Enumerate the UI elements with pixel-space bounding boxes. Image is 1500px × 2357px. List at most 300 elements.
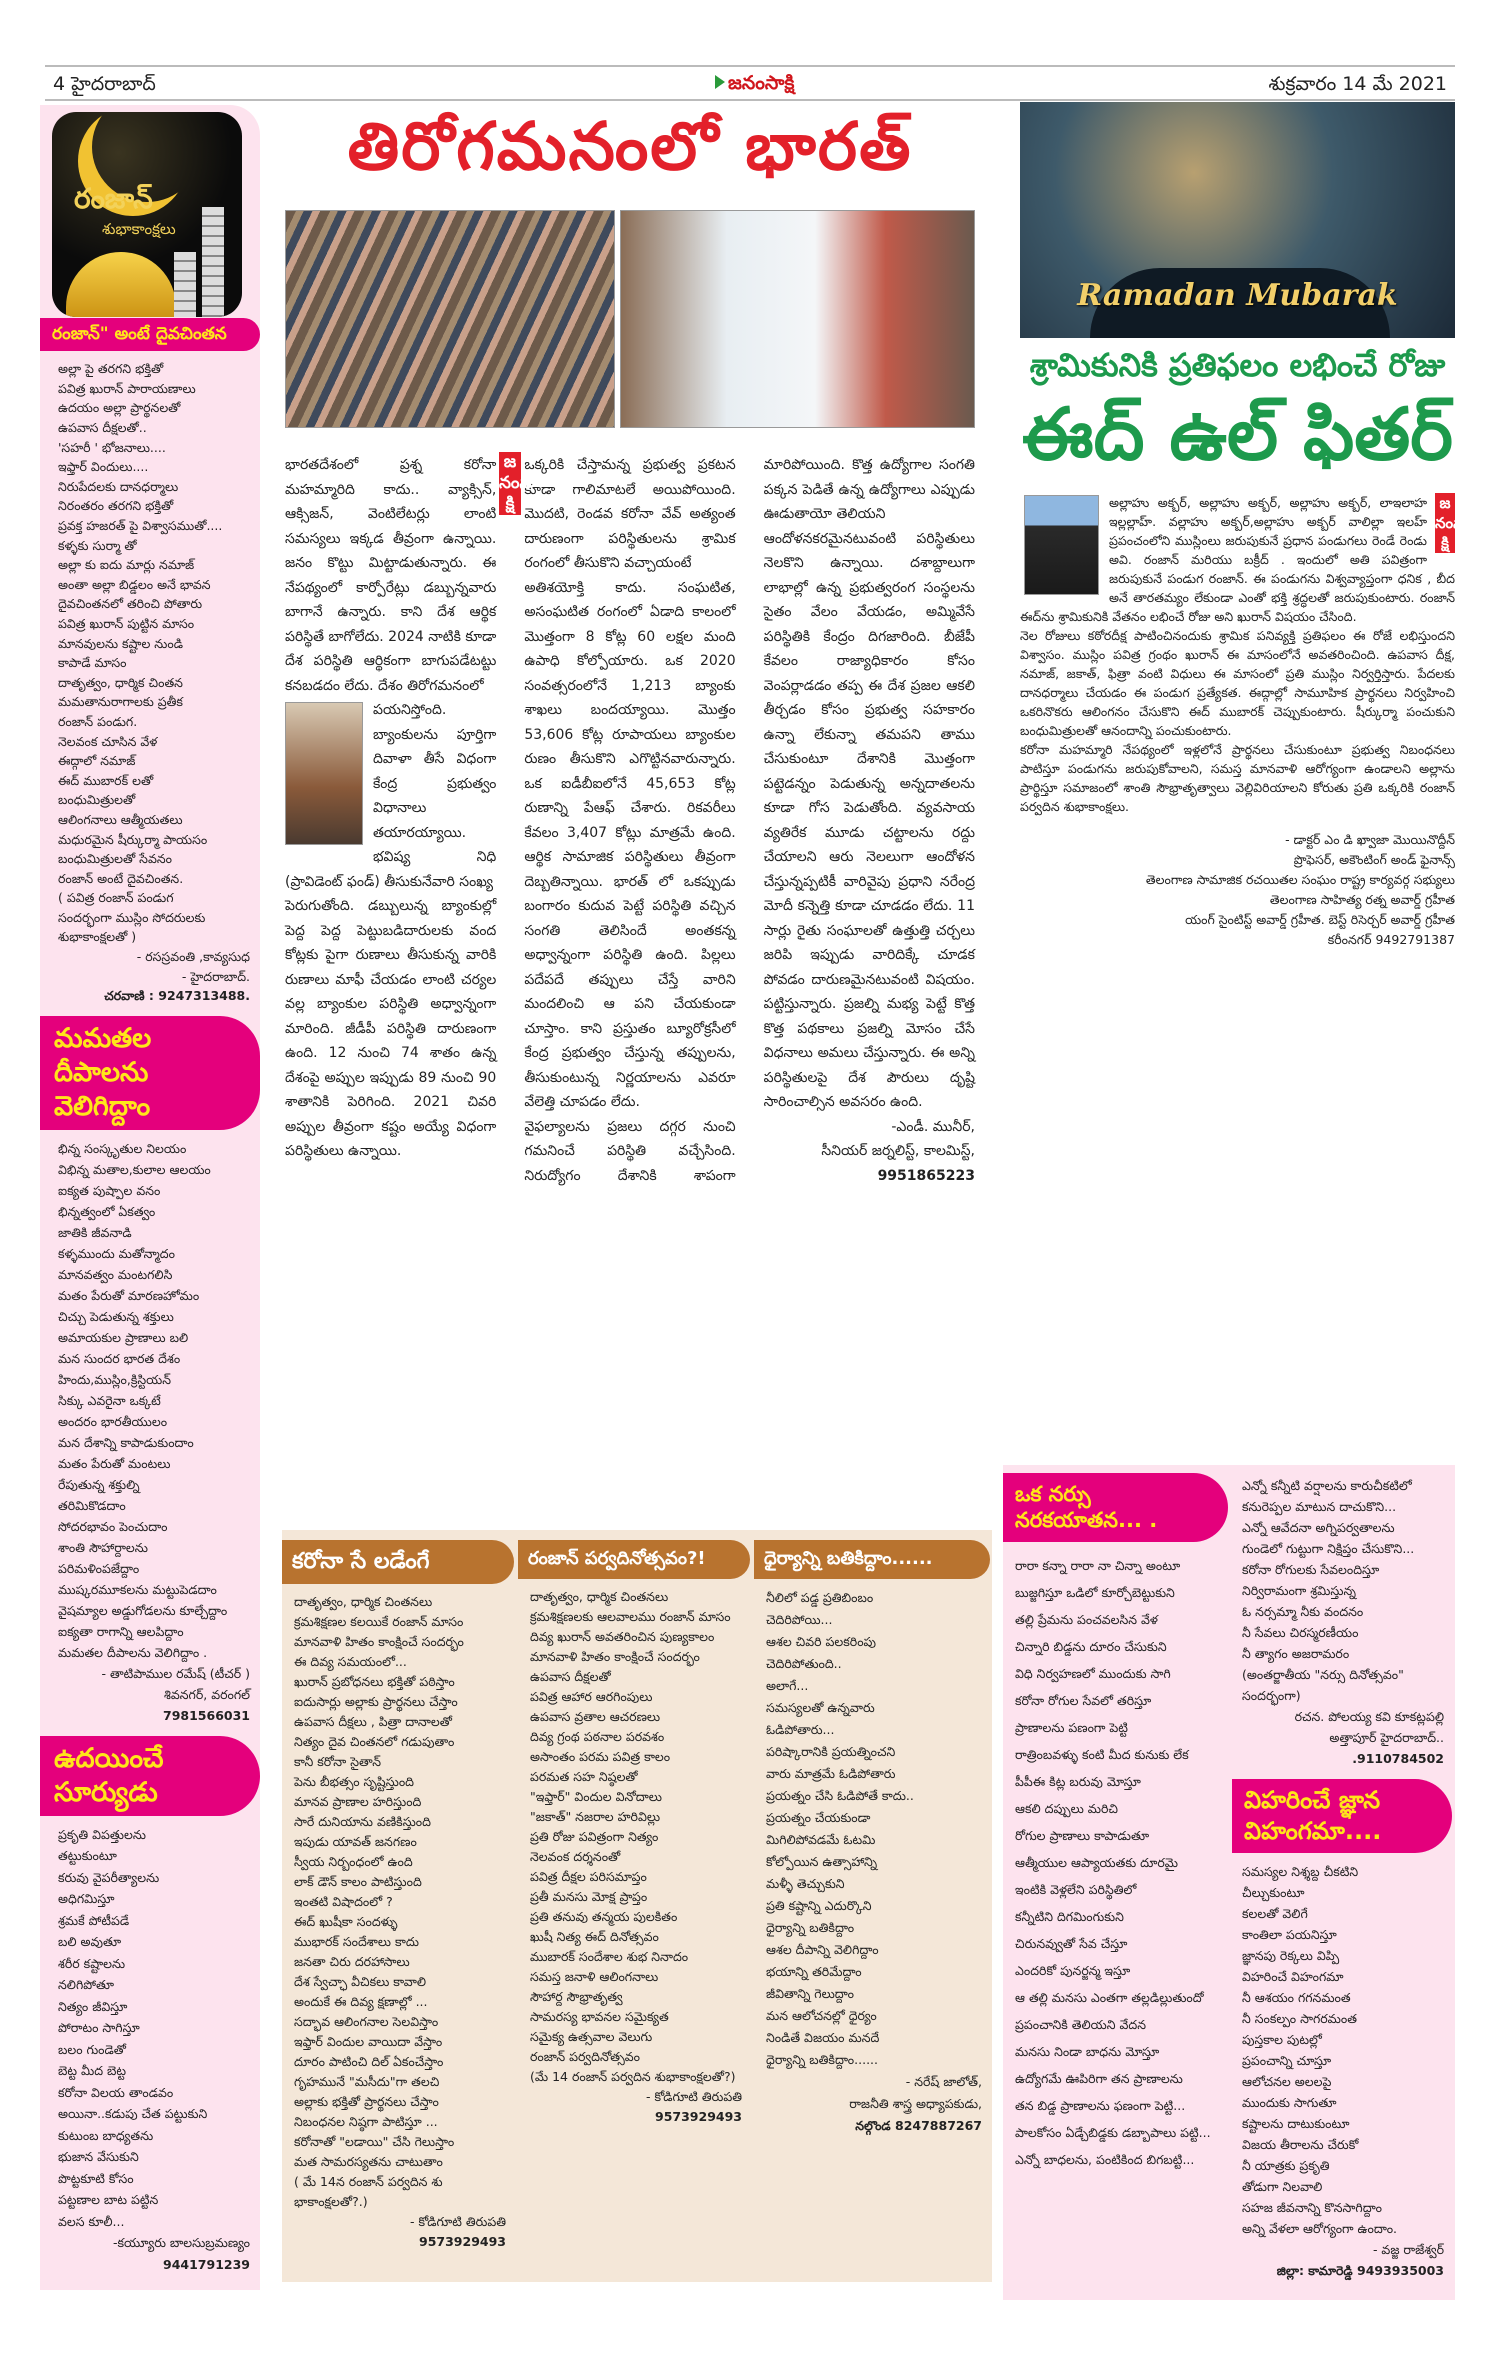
poem-line: బంధుమిత్రులతో [58,792,136,808]
poem-line: అంతా అల్లా బిడ్డలం అనే భావన [58,576,211,592]
poem-signature: 9441791239 [163,2256,250,2272]
poem-signature: రాజనీతి శాస్త్ర అధ్యాపకుడు, [849,2095,982,2111]
poem-line: కళ్ళముందు మతోన్మాదం [58,1245,175,1261]
poem-line: కరోనాతో "లడాయి" చేసి గెలుస్తాం [294,2133,455,2149]
issue-date: శుక్రవారం 14 మే 2021 [1268,73,1447,95]
janamsakshi-tag [1435,493,1469,553]
poem-line: నీ సంకల్పం సాగరమంత [1242,2011,1357,2026]
poem-line: మన ఆలోచనల్లో ధైర్యం [766,2007,877,2023]
poem-signature: జిల్లా: కామారెడ్డి 9493935003 [1276,2263,1444,2278]
poem-line: ఐక్యతా రాగాన్ని ఆలపిద్దాం [58,1623,184,1639]
eid-headline: ఈద్ ఉల్ ఫితర్ [1022,391,1453,476]
eid-signature: తెలంగాణ సామాజిక రచయితల సంఘం రాష్ట్ర కార్యవర్గ సభ్యులు [1145,872,1455,888]
poem-signature: - రసస్రవంతి ,కావ్యసుధ [136,949,250,965]
poem-line: అసాంతం పరమ పవిత్ర కాలం [530,1748,671,1764]
eid-signature: యంగ్ సైంటిస్ట్ అవార్డ్ గ్రహీత. బెస్ట్ రిసెర్చర్ అవార్డ్ గ్రహీత [1185,912,1455,928]
poem-line: దివ్య గ్రంథ పఠనాల పరవశం [530,1728,665,1744]
covid-testing-photo [620,210,975,428]
poem-signature: రచన. పోలయ్య కవి కూకట్లపల్లి [1294,1709,1444,1724]
poem-line: గుండెలో గుట్టుగా నిక్షిప్తం చేసుకొని... [1242,1541,1415,1556]
article-signature: -ఎండీ. మునీర్, [891,1118,975,1135]
poem-line: భయాన్ని తరిమేద్దాం [766,1963,862,1979]
poem-line: మత సామరస్యతను చాటుతాం [294,2153,443,2169]
poem-line: బుజ్జగిస్తూ ఒడిలో కూర్చోబెట్టుకుని [1015,1584,1175,1600]
masthead-text: జనంసాక్షి [728,72,795,94]
article-paragraph: వైఫల్యాలను ప్రజలు దగ్గర నుంచి గమనించే పరిస్థితి వచ్చేసింది. నిరుద్యోగం దేశానికి శాపంగా మారిపోయింది. కొత్త ఉద్యోగాల సంగతి పక్కన పెడితే ఉన్న ఉద్యోగాలు ఎప్పుడు ఊడుతాయో తెలియని [524,457,975,1184]
poem-line: బెట్ట మీద బెట్ట [58,2063,127,2079]
poem-line: ఇపుడు యావత్ జనగణం [294,1833,417,1849]
poem-line: ఉపవాస వ్రతాల ఆచరణలు [530,1708,661,1724]
poem-line: ఈద్గాలో నమాజ్ [58,753,136,769]
poem-line: మానవులను కష్టాల నుండి [58,635,183,651]
poem-line: ప్రయత్నం చేయకుండా [766,1809,871,1825]
poem-signature: నల్గొండ 8247887267 [855,2117,982,2133]
poem-line: ఉద్యోగమే ఊపిరిగా తన ప్రాణాలను [1015,2070,1183,2086]
poem-line: కాపాడే మాసం [58,655,127,671]
eid-signature: ప్రొఫెసర్, అకౌంటింగ్ అండ్ ఫైనాన్స్ [1293,852,1455,868]
poem-line: నిత్యం జీవిస్తూ [58,1998,128,2014]
poem-line: ప్రతి తనువు తన్మయ పులకితం [530,1908,678,1924]
article-signature: సీనియర్ జర్నలిస్ట్, కాలమిస్ట్, [821,1143,975,1159]
poem-line: అధిగమిస్తూ [58,1891,115,1907]
poem-signature: - తాటిపాముల రమేష్ (టీచర్ ) [101,1665,250,1681]
image-title: రంజాన్ [74,182,153,215]
poem-line: రోగుల ప్రాణాలు కాపాడుతూ [1015,1827,1150,1843]
poem-title: ధైర్యాన్ని బతికిద్దాం...... [754,1540,990,1579]
poem-line: "ఇఫ్తార్" విందుల వినోదాలు [530,1788,662,1804]
poem-line: ఉపవాస దీక్షలతో.. [58,420,147,436]
poem-line: ఇఫ్తార్ విందుల వాయిదా వేస్తాం [294,2033,443,2049]
poem-line: వారు మాత్రమే ఓడిపోతారు [766,1765,896,1781]
poem-line: సమస్యలతో ఉన్నవారు [766,1699,875,1715]
ramzan-greeting-image [52,112,242,317]
poem-title: ఒక నర్సు నరకయాతన... . [1003,1473,1228,1542]
poem-line: కరువు వైపరీత్యాలను [58,1869,160,1885]
eid-signature-block [1020,830,1455,950]
poem-title: మమతల దీపాలను వెలిగిద్దాం [40,1016,260,1130]
poem-line: ఆశల దీపాన్ని వెలిగిద్దాం [766,1941,879,1957]
poem-line: వైషమ్యాల అడ్డుగోడలను కూల్చేద్దాం [58,1602,228,1618]
poem-line: పట్టణాల బాట పట్టిన [58,2192,159,2208]
poem-line: 'సహరీ ' భోజనాలు.... [58,439,166,455]
poem-line: ( మే 14న రంజాన్ పర్వదిన శు [294,2173,443,2189]
poem-line: ప్రపంచానికి తెలియని వేదన [1015,2016,1146,2032]
poem-lines [1232,1853,1452,2281]
poem-line: ఎన్నో కన్నీటి వర్షాలను కారుచీకటిలో [1242,1478,1412,1493]
poem-line: శరీర కష్టాలను [58,1955,126,1971]
poem-line: విధి నిర్వహణలో ముందుకు సాగి [1015,1665,1171,1681]
poem-line: పరిష్కారానికి ప్రయత్నించని [766,1743,896,1759]
poem-signature: శివనగర్, వరంగల్ [164,1686,250,1702]
poem-signature: - కోడిగూటి తిరుపతి [645,2088,742,2104]
minaret-icon [174,252,196,317]
poem-line: బంధుమిత్రులతో సేవనం [58,851,172,867]
tag-text: జనంసాక్షి [499,452,538,514]
poem-line: కష్టాలను దాటుకుంటూ [1242,2116,1350,2131]
poem-line: నెలవంక చూసిన వేళ [58,733,158,749]
poem-line: ధైర్యాన్ని బతికిద్దాం [766,1919,855,1935]
poem-line: అల్లా పై తరగని భక్తితో [58,361,164,377]
article-paragraph: అతిశయోక్తి కాదు. సంఘటిత, అసంఘటిత రంగంలో ఏడాది కాలంలో మొత్తంగా 8 కోట్ల 60 లక్షల మంది ఉపాధి కోల్పోయారు. ఒక 2020 సంవత్సరంలోనే 1,213 బ్యాంకు శాఖలు బందయ్యాయి. మొత్తం 53,606 కోట్ల రూపాయలు బ్యాంకుల రుణం తీసుకొని ఎగొట్టినవారున్నారు. ఒక ఐడీబీఐలోనే 45,653 కోట్ల రుణాన్ని పేఆఫ్ చేశారు. రికవరీలు కేవలం 3,407 కోట్లు మాత్రమే ఉంది. ఆర్థిక సామాజిక పరిస్థితులు తీవ్రంగా దెబ్బతిన్నాయి. భారత్ లో ఒకప్పుడు బంగారం కుదువ పెట్టే పరిస్థితి వచ్చిన సంగతి తెలిసిందే అంతకన్న అధ్వాన్నంగా పరిస్థితి ఉంది. పిల్లలు పదేపదే తప్పులు చేస్తే వారిని మందలించి ఆ పని చేయకుండా చూస్తాం. కాని ప్రస్తుతం బ్యూరోక్రసీలో కేంద్ర ప్రభుత్వం చేస్తున్న తప్పులను, తీసుకుంటున్న నిర్ణయాలను ఎవరూ వేలెత్తి చూపడం లేదు. [524,579,736,1110]
poem [1003,1473,1228,2173]
poem-line: (మే 14 రంజాన్ పర్వదిన శుభాకాంక్షలతో?) [530,2068,736,2084]
poem-line: సోదరభావం పెంచుదాం [58,1518,168,1534]
poem-line: పోరాటం సాగిస్తూ [58,2020,140,2036]
poem-lines [518,1579,750,2127]
article-paragraph: పెరుగుతోంది. డబ్బులున్న బ్యాంకుల్లో పెద్ద పెద్ద పెట్టుబడిదారులకు వంద కోట్లకు పైగా రుణాలు తీసుకున్న వారికి రుణాలు మాఫీ చేయడం లాంటి చర్యల వల్ల బ్యాంకుల పరిస్థితి అధ్వాన్నంగా మారింది. జీడీపీ పరిస్థితి దారుణంగా ఉంది. 12 నుంచి 74 శాతం ఉన్న దేశంపై అప్పుల ఇప్పుడు 89 నుంచి 90 శాతానికి పెరిగింది. 2021 చివరి అప్పుల తీవ్రంగా కష్టం అయ్యే విధంగా పరిస్థితులు ఉన్నాయి. [285,898,497,1159]
poem-line: ఖురాన్ ప్రబోధనలు భక్తితో పఠిస్తాం [294,1673,455,1689]
poem-line: పవిత్ర దీక్షల పరిసమాప్తం [530,1868,647,1884]
poem-line: నిర్విరామంగా శ్రమిస్తున్న [1242,1583,1356,1598]
poem-line: "జకాత్" నజరాల హరివిల్లు [530,1808,661,1824]
poem-line: మళ్ళీ తెచ్చుకుని [766,1875,845,1891]
poem-line: గృహమునే "మసీదు"గా తలచి [294,2073,440,2089]
poem-line: ఉపవాస దీక్షలు , పిత్రా దానాలతో [294,1713,452,1729]
poem-line: కరోనా విలయ తాండవం [58,2084,174,2100]
poem-line: చెదిరిపోయి... [766,1611,833,1627]
poem-line: దాతృత్వం, ధార్మిక చింతనలు [294,1593,433,1609]
poem-line: ఆలోచనల అలలపై [1242,2074,1332,2089]
poem-line: విజయ తీరాలను చేరుకో [1242,2137,1359,2152]
poem-line: కన్నీటిని దిగమింగుకుని [1015,1908,1124,1924]
poem-line: సమస్యల నిశ్శబ్ద చీకటిని [1242,1864,1359,1879]
poem-line: పవిత్ర ఖురాన్ పుట్టిన మాసం [58,615,195,631]
poem-line: వలస కూలీ... [58,2213,125,2229]
poem-line: దాతృత్వం, ధార్మిక చింతన [58,674,183,690]
poem-line: పరిమళింపజేద్దాం [58,1560,140,1576]
poem-line: మానవత్వం మంటగలిసి [58,1266,173,1282]
poem [754,1540,990,2137]
poem-lines [40,1816,260,2276]
poem [282,1540,514,2252]
poem-signature: - కోడిగూటి తిరుపతి [409,2213,506,2229]
poem-line: కరోనా రోగుల సేవలో తరిస్తూ [1015,1692,1152,1708]
poem [40,1016,260,1726]
poem-lines [1003,1542,1228,2173]
poem-line: కలలతో వెలిగే [1242,1906,1308,1921]
poem-line: ఎన్నో ఆవేదనా అగ్నిపర్వతాలను [1242,1520,1395,1535]
poem-line: నీ ఆశయం గగనమంత [1242,1990,1351,2005]
poem-title: విహరించే జ్ఞాన విహంగమా.... [1232,1779,1452,1853]
poem-line: ఈద్ ముబారక్ లతో [58,772,154,788]
poem-line: పవిత్ర ఆహార ఆరగింపులు [530,1688,653,1704]
poem-line: పాలకోసం ఏడ్చేబిడ్డకు డబ్బాపాలు పట్టి... [1015,2124,1211,2140]
poem-line: రాత్రింబవళ్ళు కంటి మీద కునుకు లేక [1015,1746,1189,1762]
eid-signature: కరీంనగర్ 9492791387 [1327,932,1455,948]
poem-line: నిరుపేదలకు దానధర్మాలు [58,478,179,494]
poem-line: సౌహార్ద సౌభ్రాతృత్వ [530,1988,623,2004]
article-paragraph: ఒక్కరికి చేస్తామన్న ప్రభుత్వ ప్రకటన కూడా గాలిమాటలే అయిపోయింది. మొదటి, రెండవ కరోనా వేవ్ అత్యంత దారుణంగా పరిస్థితులను శ్రామిక రంగంలో తీసుకొని వచ్చాయంటే [524,457,736,571]
article-signature: 9951865223 [877,1167,975,1184]
poem-line: చిన్నారి బిడ్డను దూరం చేసుకుని [1015,1638,1167,1654]
poem-signature: 7981566031 [163,1707,250,1723]
poem-title: రంజాన్ పర్వదినోత్సవం?! [518,1540,750,1579]
poem-line: అందరం భారతీయులం [58,1413,168,1429]
poem-line: ధైర్యాన్ని బతికిద్దాం...... [766,2051,878,2067]
poem-line: ఆలింగనాలు ఆత్మీయతలు [58,811,183,827]
poem-line: స్వీయ నిర్బంధంలో ఉంది [294,1853,413,1869]
poem-line: బలం గుండెతో [58,2041,126,2057]
poem-line: ఈద్ ఖుషీకా సందళ్ళు [294,1913,398,1929]
poem [1232,1779,1452,2281]
page-number-city: 4 హైదరాబాద్ [53,73,156,95]
poem-line: పరమత సహ నిష్ఠలతో [530,1768,638,1784]
poem-line: కళ్ళకు సుర్మా తో [58,537,137,553]
poem-line: ముబారక్ సందేశాల శుభ నినాదం [530,1948,689,1964]
poem-line: కుటుంబ బాధ్యతను [58,2127,154,2143]
poem-signature: -కయ్యూరు బాలసుబ్రమణ్యం [113,2235,250,2251]
poem-line: మిగిలిపోవడమే ఓటమి [766,1831,876,1847]
poem-line: ఆ తల్లి మనసు ఎంతగా తల్లడిల్లుతుందో [1015,1989,1204,2005]
poem-line: సహజ జీవనాన్ని కొనసాగిద్దాం [1242,2200,1382,2215]
poem-line: ముష్కరమూకలను మట్టుపెడదాం [58,1581,217,1597]
poem-line: తట్టుకుంటూ [58,1848,117,1864]
poem-line: దైవచింతనలో తరించి పోతారు [58,596,203,612]
poem-line: అల్లా కు ఐదు మార్లు నమాజ్ [58,557,195,573]
poem-line: శ్రమకే పోటీపడే [58,1912,130,1928]
poem-title: రంజాన్" అంటే దైవచింతన [40,318,260,351]
poem-line: ఆకలి దప్పులు మరిచి [1015,1800,1118,1816]
poem-line: దేశ స్వేచ్ఛా వీచికలు కావాలి [294,1973,426,1989]
poem-line: ఐదుసార్లు అల్లాకు ప్రార్థనలు చేస్తాం [294,1693,458,1709]
poem-line: ముందుకు సాగుతూ [1242,2095,1337,2110]
poem-signature: 9573929493 [655,2108,742,2124]
poem-line: కరోనా రోగులకు సేవలందిస్తూ [1242,1562,1380,1577]
poem-line: మమతల దీపాలను వెలిగిద్దాం . [58,1644,208,1660]
janamsakshi-tag [499,452,538,515]
eid-paragraph: అల్లాహు అక్బర్, అల్లాహు అక్బర్, అల్లాహు అక్బర్, లాఇలాహ ఇల్లల్లాహ్. వల్లాహు అక్బర్,అల్లాహు అక్బర్ వాలిల్లా ఇలహ్ ప్రపంచంలోని ముస్లింలు జరుపుకునే ప్రధాన పండుగలు రెండే రెండు అవి. రంజాన్ మరియు బక్రీద్ . ఇందులో అతి పవిత్రంగా జరుపుకునే పండుగ రంజాన్. ఈ పండుగను విశ్వవ్యాప్తంగా ధనిక , బీద అనే తారతమ్యం లేకుండా ఎంతో భక్తి శ్రద్ధలతో జరుపుకుంటారు. రంజాన్ ఈద్‌ను శ్రామికునికి వేతనం లభించే రోజు అని ఖురాన్ విషయం చేసింది. [1020,495,1455,625]
poem-line: చిచ్చు పెడుతున్న శక్తులు [58,1308,174,1324]
poem-signature: - వజ్జ రాజేశ్వర్ [1372,2242,1444,2257]
poem-signature: - హైదరాబాద్. [181,968,250,984]
main-headline: తిరోగమనంలో భారత్ [347,108,913,185]
poem-line: ఐక్యత పుష్పాల వనం [58,1182,161,1198]
poem-line: రంజాన్ అంటే దైవచింతన. [58,870,184,886]
article-paragraph: భారతదేశంలో ప్రశ్న కరోనా మహమ్మారిది కాదు.. వ్యాక్సిన్, ఆక్సిజన్, వెంటిలేటర్లు లాంటి సమస్యలు ఇక్కడ తీవ్రంగా ఉన్నాయి. జనం కొట్టు మిట్టాడుతున్నారు. ఈ నేపథ్యంలో కార్పోరేట్లు డబ్బున్నవారు బాగానే ఉన్నారు. కాని దేశ ఆర్థిక పరిస్థితే బాగోలేదు. 2024 నాటికి కూడా దేశ పరిస్థితి ఆర్థికంగా బాగుపడేటట్టు కనబడదం లేదు. దేశం తిరోగమనంలో [285,457,497,694]
poem-line: ప్రయత్నం చేసి ఓడిపోతే కాదు.. [766,1787,914,1803]
poem-line: ప్రపంచాన్ని చూస్తూ [1242,2053,1332,2068]
poem-line: తరిమికొడదాం [58,1497,126,1513]
ramadan-mubarak-banner [1020,102,1455,338]
poem-line: పుస్తకాల పుటల్లో [1242,2032,1322,2047]
poem-line: నిత్యం దైవ చింతనలో గడుపుతాం [294,1733,455,1749]
poem [1232,1473,1452,1769]
poem-line: ప్రవక్త హజరత్ పై విశ్వాసముతో.... [58,518,223,533]
poem-line: జనతా చిరు దరహాసాలు [294,1953,410,1969]
poem-line: సమస్త జనాళి ఆలింగనాలు [530,1968,659,1984]
eid-article-text [1020,493,1469,816]
poem-line: మతం పేరుతో మారణహోమం [58,1287,200,1303]
poem-line: పవిత్ర ఖురాన్ పారాయణాలు [58,380,196,396]
poem-line: కనురెప్పల మాటున దాచుకొని... [1242,1499,1397,1514]
poem-line: సమైక్య ఉత్సవాల వెలుగు [530,2028,653,2044]
poem-line: సద్భావ ఆలింగనాల సెలవిస్తాం [294,2013,439,2029]
author-photo [1024,495,1099,595]
poem-line: నీ సేవలు చిరస్మరణీయం [1242,1625,1359,1640]
poem-line: చిరునవ్వుతో సేవ చేస్తూ [1015,1935,1128,1951]
mosque-dome-icon [66,252,176,317]
poem-line: పీపీఈ కిట్ల బరువు మోస్తూ [1015,1773,1141,1789]
poem-line: కాంతిలా పయనిస్తూ [1242,1927,1337,1942]
poem-line: ఓడిపోతారు... [766,1721,835,1737]
author-photo [285,702,363,845]
poem-line: భుజాన వేసుకుని [58,2149,139,2165]
poem-line: శుభాకాంక్షలతో ) [58,929,137,945]
eid-signature: - డాక్టర్ ఎం డి ఖ్వాజా మొయినొద్దీన్ [1285,832,1455,848]
minaret-icon [202,207,224,317]
poem-line: సిక్కు ఎవరైనా ఒక్కటే [58,1392,161,1408]
poem-signature: చరవాణి : 9247313488. [104,988,250,1004]
poem-line: లాక్ డౌన్ కాలం పాటిస్తుంది [294,1873,422,1889]
poem-line: తోడుగా నిలవాలి [1242,2179,1323,2194]
poem-line: చీల్చుకుంటూ [1242,1885,1305,1900]
tag-text: జనంసాక్షి [1435,494,1469,553]
poem-lines [754,1579,990,2137]
poem-line: నలిగిపోతూ [58,1977,115,1993]
poem-line: క్రమశిక్షణల కలయికే రంజాన్ మాసం [294,1613,464,1629]
poem-line: బలి అవుతూ [58,1934,122,1950]
poem-signature: - నరేష్ జాలోత్, [905,2073,982,2089]
poem-line: ప్రాణాలను పణంగా పెట్టి [1015,1719,1128,1735]
article-paragraph: ఆందోళనకరమైనటువంటి పరిస్థితులు నెలకొని ఉన్నాయి. దశాబ్దాలుగా లాభాల్లో ఉన్న ప్రభుత్వరంగ సంస్థలను సైతం వేలం వేయడం, అమ్మివేసే పరిస్థితికి కేంద్రం దిగజారింది. బీజేపీ కేవలం రాజ్యాధికారం కోసం వెంపర్లాడడం తప్ప ఈ దేశ ప్రజల ఆకలి తీర్చడం కోసం ప్రభుత్వ సహకారం ఉన్నా లేకున్నా తమపని తాము చేసుకుంటూ దేశానికి మొత్తంగా పట్టెడన్నం పెడుతున్న అన్నదాతలను కూడా గోస పెడుతోంది. వ్యవసాయ వ్యతిరేక మూడు చట్టాలను రద్దు చేయాలని ఆరు నెలలుగా ఆందోళన చేస్తున్నప్పటికీ వారివైపు ప్రధాని నరేంద్ర మోదీ కన్నెత్తి కూడా చూడడం లేదు. 11 సార్లు రైతు సంఘాలతో ఉత్తుత్తి చర్చలు జరిపి ఇప్పుడు వారిదిక్కే చూడక పోవడం దారుణమైనటువంటి విషయం. పట్టిస్తున్నారు. ప్రజల్ని మభ్య పెట్టే కొత్త కొత్త పథకాలు ప్రజల్ని మోసం చేసే విధనాలు అమలు చేస్తున్నారు. ఈ అన్ని పరిస్థితులపై దేశ పౌరులు దృష్టి సారించాల్సిన అవసరం ఉంది. [763,530,975,1110]
poem-line: మతం పేరుతో మంటలు [58,1455,171,1471]
poem-line: ప్రతీ మనసు మోక్ష ప్రాప్తం [530,1888,648,1904]
poem-line: అన్ని వేళలా ఆరోగ్యంగా ఉందాం. [1242,2221,1398,2236]
poem-line: మానవాళి హితం కాంక్షించే సందర్భం [530,1648,700,1664]
poem-line: జాతికి జీవనాడి [58,1224,132,1240]
poem-line: శాంతి సౌహార్దాలను [58,1539,148,1555]
poem-line: మధురమైన షీర్కుర్మా పాయసం [58,831,208,847]
poem-line: అందుకే ఈ దివ్య క్షణాల్లో ... [294,1993,428,2009]
poem-line: ( పవిత్ర రంజాన్ పండుగ [58,890,174,906]
poem-line: హిందు,ముస్లిం,క్రిస్టియన్ [58,1371,172,1387]
poem-line: క్రమశిక్షణలకు ఆలవాలము రంజాన్ మాసం [530,1608,731,1624]
logo-arrow-icon [715,75,725,89]
eid-article [1020,345,1469,950]
poem-line: సందర్భంగా ముస్లిం సోదరులకు [58,909,206,925]
poem-line: మమతానురాగాలకు ప్రతీక [58,694,183,710]
poem-line: చెదిరిపోతుంది.. [766,1655,842,1671]
eid-paragraph: నెల రోజులు కఠోరదీక్ష పాటించినందుకు శ్రామిక పనివ్యక్తి ప్రతిఫలం ఈ రోజే లభిస్తుందని విశ్వాసం. ముస్లిం పవిత్ర గ్రంథం ఖురాన్ ఈ మాసంలోనే అవతరించింది. ఉపవాస దీక్ష, నమాజ్, జకాత్, ఫిత్రా వంటి విధులు ఈ మాసంలో ప్రతి ముస్లిం నిర్వర్తిస్తారు. పేదలకు దానధర్మాలు చేయడం ఈ పండుగ ప్రత్యేకత. ఈద్గాల్లో సామూహిక ప్రార్థనలు నిర్వహించి ఒకరినొకరు ఆలింగనం చేసుకొని ఈద్ ముబారక్ చెప్పుకుంటారు. షీర్కుర్మా పంచుకుని బంధుమిత్రులతో ఆనందాన్ని పంచుకుంటారు. [1020,628,1455,739]
poem-line: ముభారక్ సందేశాలు కాదు [294,1933,419,1949]
poem-line: దివ్య ఖురాన్ అవతరించిన పుణ్యకాలం [530,1628,715,1644]
poem-line: జ్ఞానపు రెక్కలు విప్పి [1242,1948,1340,1963]
poem-line: ఇంటికి వెళ్లలేని పరిస్థితిలో [1015,1881,1137,1897]
poem-line: తల్లి ప్రేమను పంచవలసిన వేళ [1015,1611,1158,1627]
poem-line: అమాయకుల ప్రాణాలు బలి [58,1329,189,1345]
poem-title: ఉదయించే సూర్యుడు [40,1736,260,1816]
poem-line: కానీ కరోనా సైతాన్ [294,1753,381,1769]
poem [518,1540,750,2127]
poem-line: రంజాన్ పర్వదినోత్సవం [530,2048,640,2064]
poem-line: ఉపవాస దీక్షలతో [530,1668,611,1684]
poem-line: మానవాళి హితం కాంక్షించే సందర్భం [294,1633,464,1649]
poem-line: ఆశల చివరి పలకరింపు [766,1633,877,1649]
poem-line: ప్రతి కష్టాన్ని ఎదుర్కొని [766,1897,872,1913]
poem-line: నీ త్యాగం అజరామరం [1242,1646,1350,1661]
banner-text: Ramadan Mubarak [1077,278,1398,313]
poem-lines [282,1584,514,2252]
poem-line: దాతృత్వం, ధార్మిక చింతనలు [530,1588,669,1604]
poem-line: విభిన్న మతాల,కులాల ఆలయం [58,1161,211,1177]
poem-lines [1232,1473,1452,1769]
poem-line: తన బిడ్డ ప్రాణాలను ఫణంగా పెట్టి... [1015,2097,1186,2113]
poem-line: ఆత్మీయుల ఆప్యాయతకు దూరమై [1015,1854,1178,1870]
poem-line: ప్రకృతి విపత్తులను [58,1826,146,1842]
eid-kicker: శ్రామికునికి ప్రతిఫలం లభించే రోజు [1029,346,1446,384]
poem-line: ఎందరికో పునర్జన్మ ఇస్తూ [1015,1962,1131,1978]
poem-line: (అంతర్జాతీయ "నర్సు దినోత్సవం" [1242,1667,1404,1682]
poem-line: అలాగే... [766,1677,809,1693]
poem-line: ఓ నర్సమ్మా నీకు వందనం [1242,1604,1364,1619]
poem-line: ఉదయం అల్లా ప్రార్థనలతో [58,400,181,416]
poem-line: జీవితాన్ని గెలుద్దాం [766,1985,854,2001]
poem-line: ప్రతి రోజు పవిత్రంగా నిత్యం [530,1828,659,1844]
poem-line: పెను బీభత్సం సృష్టిస్తుంది [294,1773,414,1789]
poem-line: ఇఫ్తార్ విందులు.... [58,459,149,475]
poem-line: నిరంతరం తరగని భక్తితో [58,498,174,514]
poem-line: నిండితే విజయం మనదే [766,2029,880,2045]
poem-line: విహరించే విహంగమా [1242,1969,1344,1984]
page-header [45,65,1455,101]
eid-paragraph: కరోనా మహమ్మారి నేపథ్యంలో ఇళ్లలోనే ప్రార్థనలు చేసుకుంటూ ప్రభుత్వ నిబంధనలు పాటిస్తూ పండుగను జరుపుకోవాలని, సమస్త మానవాళి ఆరోగ్యంగా ఉండాలని అల్లాను ప్రార్థిస్తూ సమాజంలో శాంతి సౌభ్రాతృత్వాలు వెల్లివిరియాలని కోరుతు ప్రతి ఒక్కరికి రంజాన్ పర్వదిన శుభాకాంక్షలు. [1020,742,1455,815]
eid-signature: తెలంగాణ సాహిత్య రత్న అవార్డ్ గ్రహీత [1269,892,1455,908]
poem [40,318,260,1006]
poem-line: ఇంతటి విషాదంలో ? [294,1893,393,1909]
poem-line: నెలవంక దర్శనంతో [530,1848,621,1864]
poem-line: సారే దునియాను వణికిస్తుంది [294,1813,431,1829]
poem-line: భాకాంక్షలతో?.) [294,2193,368,2209]
poem-line: నీలిలో పడ్డ ప్రతిబింబం [766,1589,874,1605]
poem-line: సందర్భంగా) [1242,1688,1301,1703]
poem-line: పొట్టకూటి కోసం [58,2170,134,2186]
article-paragraph: పయనిస్తోంది. బ్యాంకులను పూర్తిగా దివాళా తీసే విధంగా కేంద్ర ప్రభుత్వం విధానాలు తయారయ్యాయి. భవిష్య నిధి (ప్రావిడెంట్ ఫండ్) తీసుకునేవారి సంఖ్య [285,702,497,890]
poem-signature: 9573929493 [419,2233,506,2249]
image-subtitle: శుభాకాంక్షలు [102,220,176,238]
poem-line: ఖుషీ నిత్య ఈద్ దినోత్సవం [530,1928,659,1944]
poem-lines [40,351,260,1006]
poem-line: భిన్న సంస్కృతుల నిలయం [58,1140,187,1156]
poem-line: రంజాన్ పండుగ. [58,713,138,729]
poem-line: మానవ ప్రాణాల హరిస్తుంది [294,1793,422,1809]
poem-line: ఎన్నో బాధలను, పంటికింద బిగబట్టి... [1015,2151,1195,2167]
poem-signature: .9110784502 [1352,1751,1444,1766]
poem-line: అల్లాకు భక్తితో ప్రార్థనలు చేస్తాం [294,2093,439,2109]
poem-line: సామరస్య భావనల సమైక్యత [530,2008,669,2024]
poem-line: రేపుతున్న శక్తుల్ని [58,1476,140,1492]
poem-line: దూరం పాటించి దిల్ ఏకంచేస్తాం [294,2053,444,2069]
poem-line: కోల్పోయిన ఉత్సాహాన్ని [766,1853,878,1869]
poem-line: మనసు నిండా బాధను మోస్తూ [1015,2043,1160,2059]
left-poems [40,318,260,2285]
right-poems [1232,1473,1452,2291]
migrant-crowd-photo [285,210,615,428]
poem-signature: అత్తాపూర్ హైదరాబాద్.. [1329,1730,1444,1745]
main-article-text [285,453,975,1188]
masthead-logo [715,72,794,99]
poem-line: నిబంధనల నిష్ఠగా పాటిస్తూ ... [294,2113,438,2129]
poem-line: మన సుందర భారత దేశం [58,1350,181,1366]
poem-line: మన దేశాన్ని కాపాడుకుందాం [58,1434,194,1450]
poem [40,1736,260,2276]
poem-line: రారా కన్నా రారా నా చిన్నా అంటూ [1015,1557,1181,1573]
poem-title: కరోనా సే లడేంగే [282,1540,514,1584]
poem-line: భిన్నత్వంలో ఏకత్వం [58,1203,156,1219]
poem-line: నీ యాత్రకు ప్రకృతి [1242,2158,1330,2173]
poem-line: ఈ దివ్య సమయంలో... [294,1653,407,1669]
poem-lines [40,1130,260,1726]
poem-line: అయినా..కడుపు చేత పట్టుకుని [58,2106,208,2122]
